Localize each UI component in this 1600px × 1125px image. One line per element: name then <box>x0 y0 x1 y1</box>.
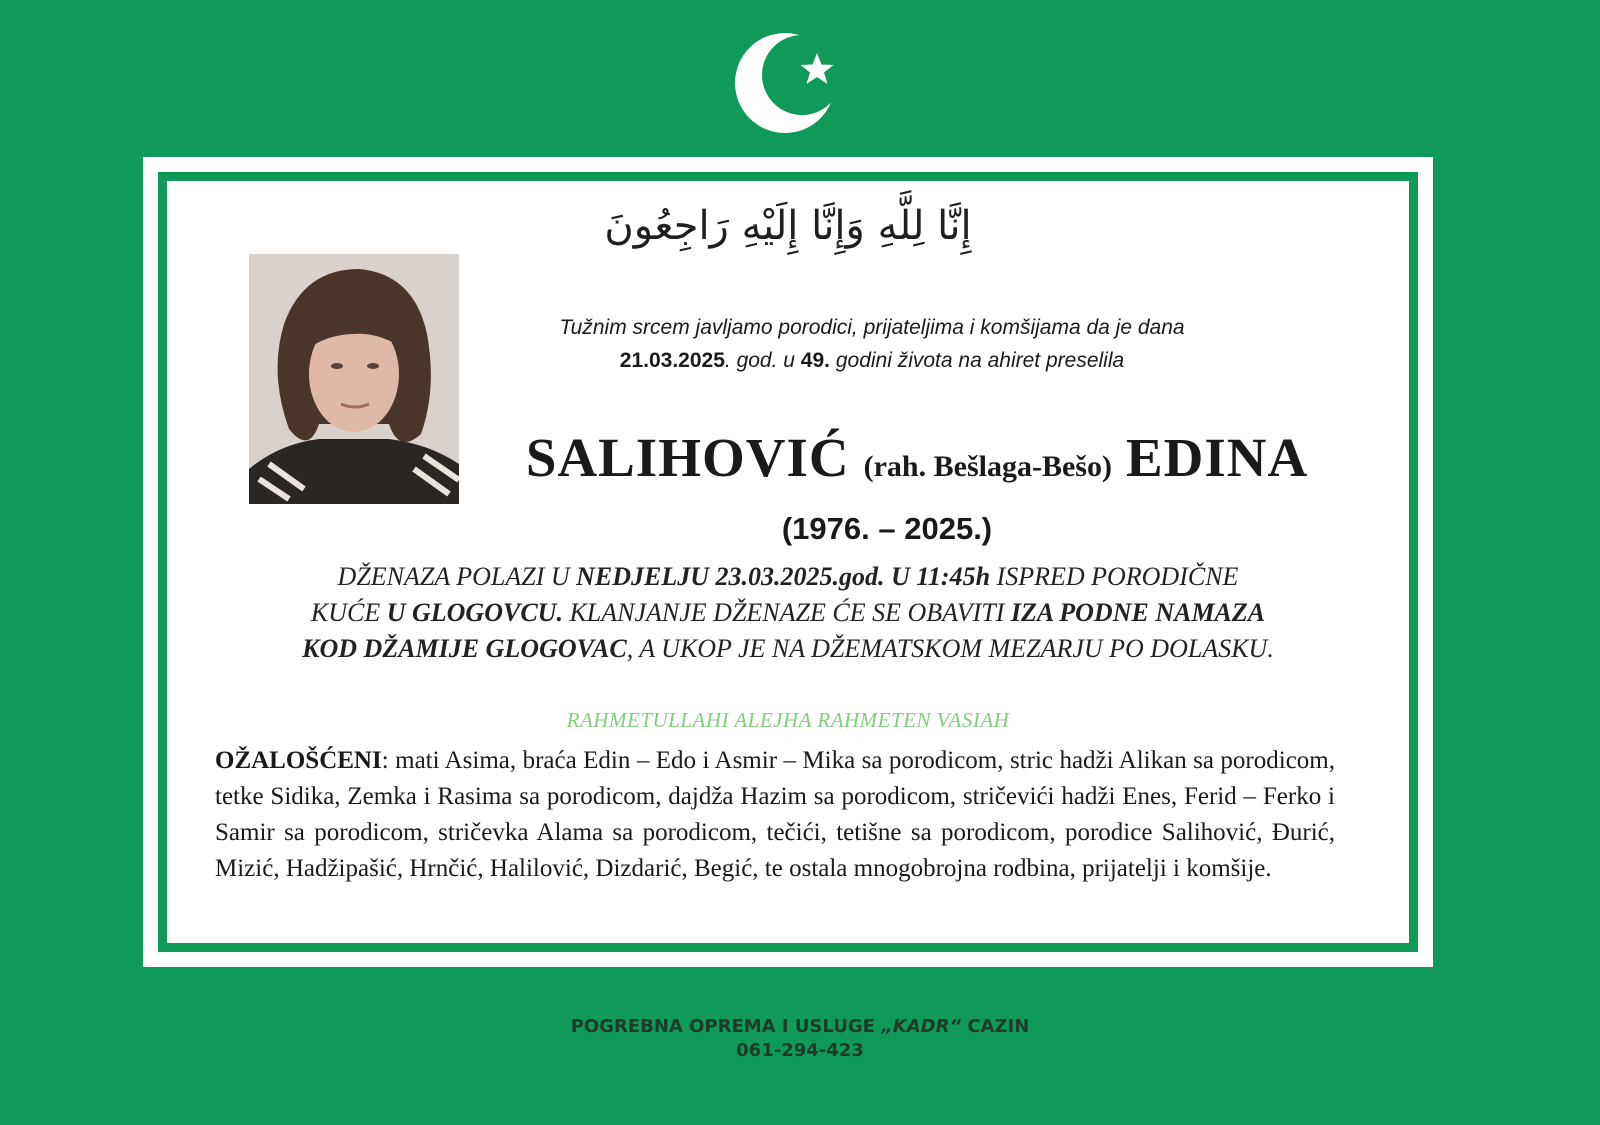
blessing-line: RAHMETULLAHI ALEJHA RAHMETEN VASIAH <box>566 708 1010 732</box>
funeral-date: NEDJELJU 23.03.2025.god. <box>576 562 885 591</box>
prayer-time: IZA PODNE NAMAZA <box>1010 598 1266 627</box>
funeral-text: , A UKOP JE NA DŽEMATSKOM MEZARJU PO DOLASKU. <box>626 634 1274 663</box>
mourners-list <box>215 743 1335 887</box>
footer-brand: „KADR“ <box>881 1016 962 1037</box>
arabic-verse: إِنَّا لِلَّهِ وَإِنَّا إِلَيْهِ رَاجِعُونَ <box>604 203 972 249</box>
funeral-time: U 11:45h <box>891 562 991 591</box>
funeral-text: ISPRED PORODIČNE <box>990 562 1239 591</box>
funeral-place: U GLOGOVCU. <box>386 598 563 627</box>
intro-text-part: . god. u <box>724 349 801 372</box>
mourners-text: : mati Asima, braća Edin – Edo i Asmir – Mika sa porodicom, stric hadži Alikan sa porodicom, tetke Sidika, Zemka i Rasima sa porodicom, dajdža Hazim sa porodicom, stričevići hadži Enes, Ferid – Ferko i Samir sa porodicom, stričevka Alama sa porodicom, tečići, tetišne sa porodicom, porodice Salihović, Đurić, Mizić, Hadžipašić, Hrnčić, Halilović, Dizdarić, Begić, te ostala mnogobrojna rodbina, prijatelji i komšije. <box>215 747 1335 882</box>
funeral-text: KLANJANJE DŽENAZE ĆE SE OBAVITI <box>562 598 1011 627</box>
nickname: (rah. Bešlaga-Bešo) <box>863 450 1112 483</box>
intro-text <box>457 311 1287 377</box>
mosque: KOD DŽAMIJE GLOGOVAC <box>302 634 627 663</box>
funeral-text: KUĆE <box>310 598 387 627</box>
intro-line-1: Tužnim srcem javljamo porodici, prijateljima i komšijama da je dana <box>559 316 1185 339</box>
notice-panel <box>143 157 1433 967</box>
footer-text: POGREBNA OPREMA I USLUGE <box>570 1016 882 1037</box>
intro-line-2 <box>457 344 1287 377</box>
deceased-name <box>447 426 1387 489</box>
funeral-home-name <box>0 1015 1600 1039</box>
age: 49. <box>800 349 830 372</box>
portrait-photo <box>249 254 459 504</box>
surname: SALIHOVIĆ <box>525 427 850 488</box>
funeral-text: DŽENAZA POLAZI U <box>337 562 577 591</box>
mourners-label: OŽALOŠĆENI <box>215 747 382 774</box>
funeral-home-footer <box>0 1015 1600 1063</box>
death-date: 21.03.2025 <box>619 349 725 372</box>
funeral-home-phone: 061-294-423 <box>736 1040 864 1061</box>
intro-text-part: godini života na ahiret preselila <box>830 349 1125 372</box>
crescent-star-icon <box>735 28 845 138</box>
life-years: (1976. – 2025.) <box>781 511 993 546</box>
first-name: EDINA <box>1125 427 1309 488</box>
footer-text: CAZIN <box>961 1016 1030 1037</box>
notice-inner-frame <box>158 172 1418 952</box>
funeral-details <box>207 559 1369 667</box>
